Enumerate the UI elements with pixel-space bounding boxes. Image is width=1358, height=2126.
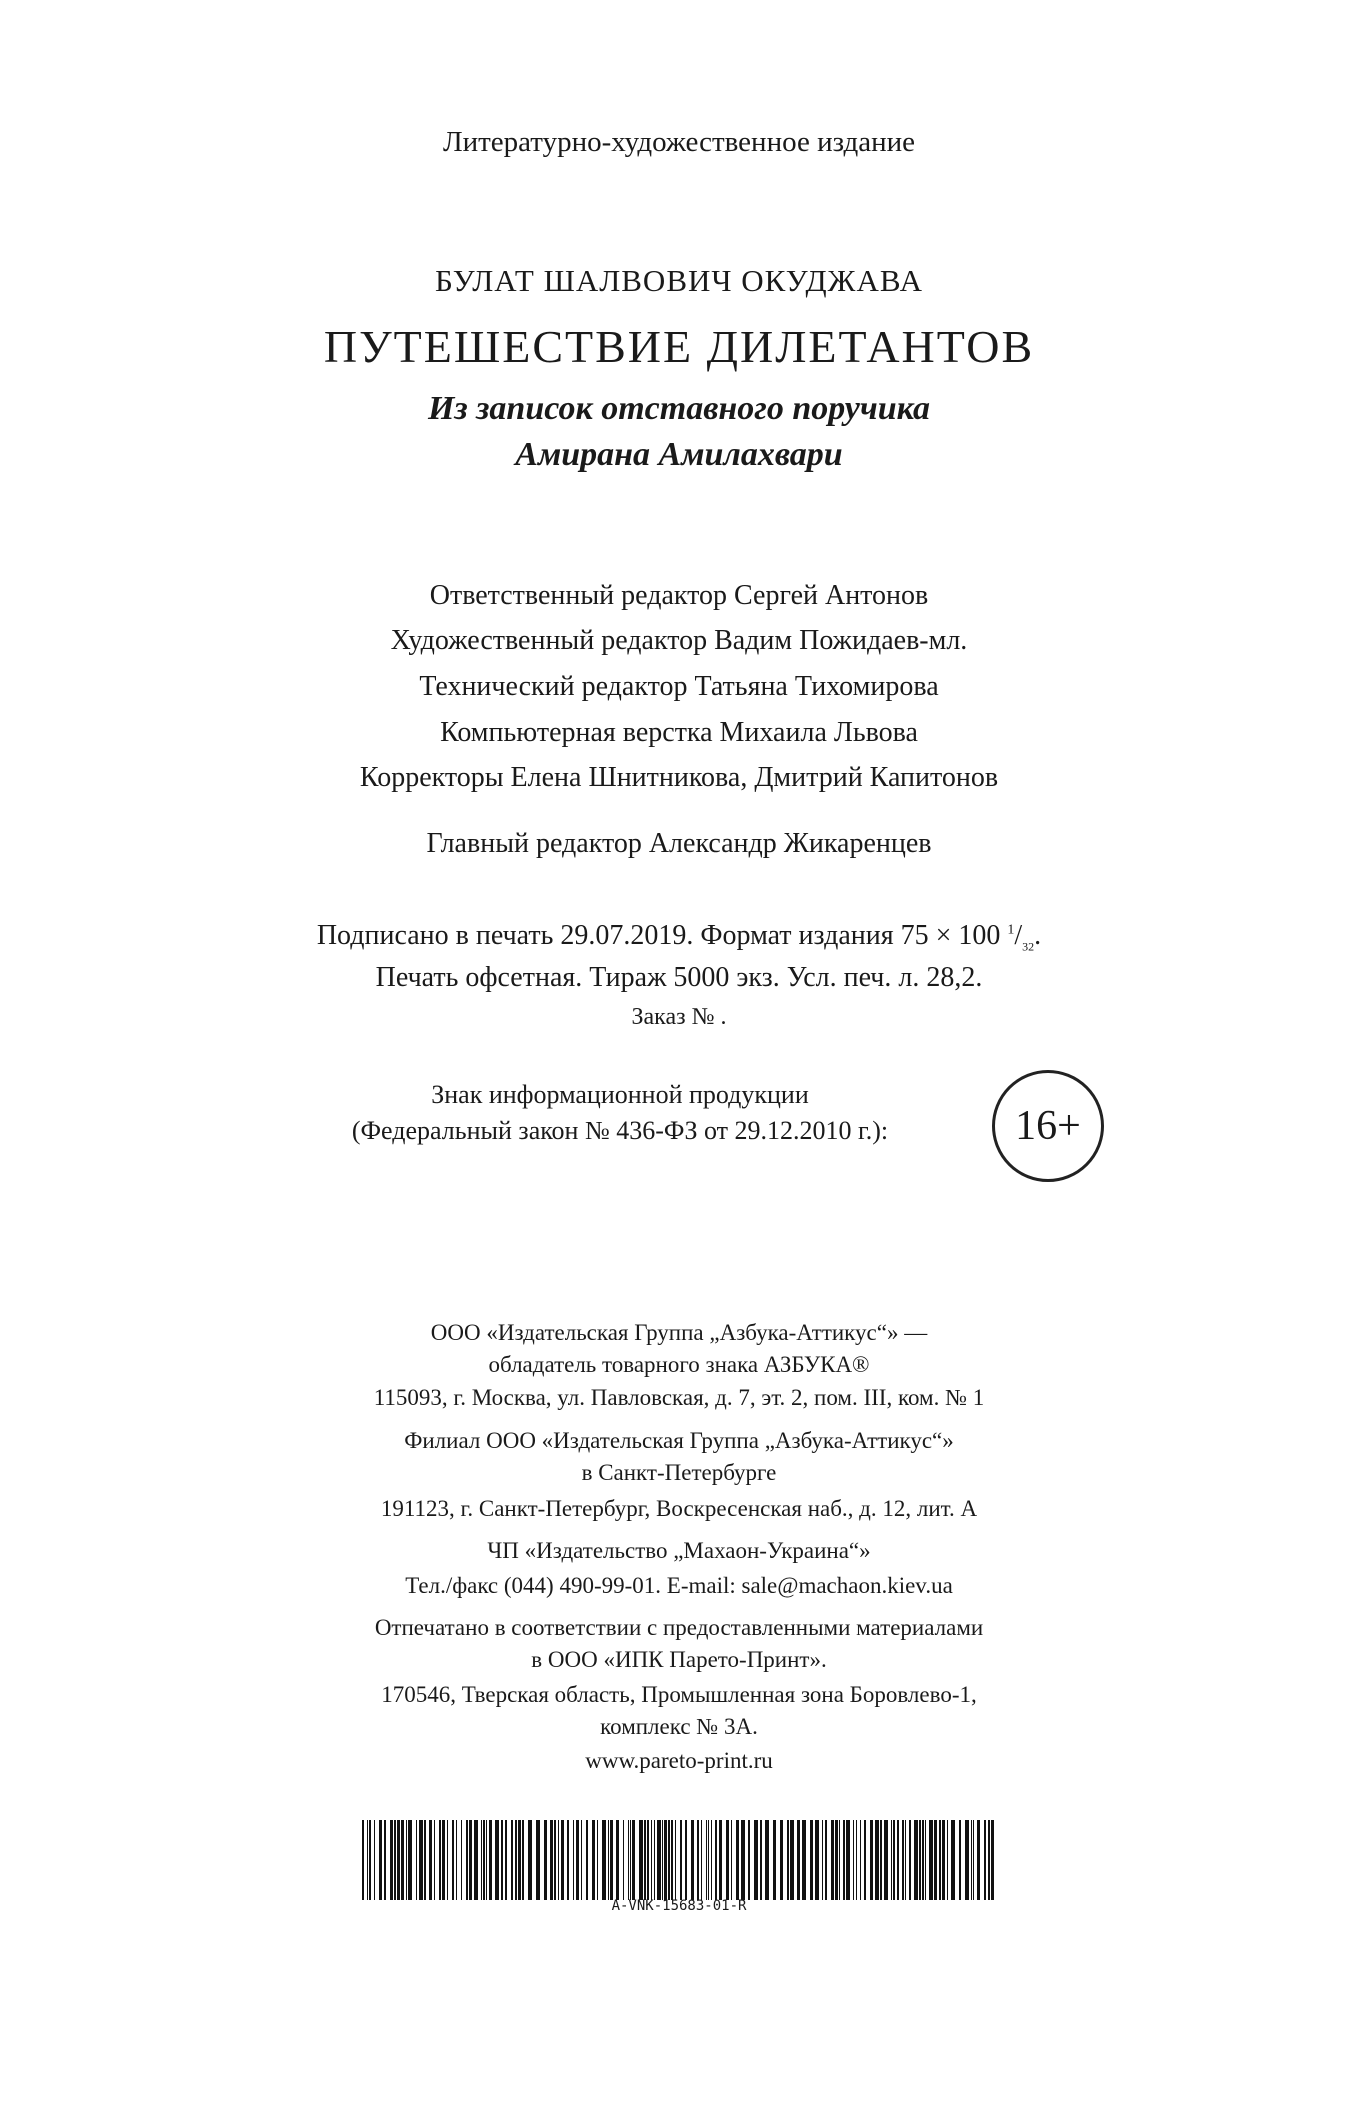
barcode-bar [664,1820,667,1900]
barcode-bar [731,1820,732,1900]
barcode-bar [362,1820,364,1900]
barcode-bar [397,1820,400,1900]
barcode-bar [934,1820,937,1900]
publisher-line: Тел./факс (044) 490-99-01. E-mail: sale@machaon.kiev.ua [405,1573,953,1598]
barcode-bar [942,1820,945,1900]
publisher-line: в Санкт-Петербурге [581,1460,777,1485]
barcode-bar [632,1820,635,1900]
barcode-bar [567,1820,569,1900]
barcode-bar [773,1820,776,1900]
barcode-bar [544,1820,547,1900]
barcode-bar [884,1820,888,1900]
barcode-bar [511,1820,513,1900]
barcode-bar [856,1820,857,1900]
barcode-bar [474,1820,478,1900]
credit-line: Корректоры Елена Шнитникова, Дмитрий Капитонов [359,762,999,793]
author-name: БУЛАТ ШАЛВОВИЧ ОКУДЖАВА [435,263,923,298]
barcode-bar [902,1820,904,1900]
publisher-line: ЧП «Издательство „Махаон-Украина“» [487,1538,871,1563]
barcode-bar [748,1820,750,1900]
order-number-line: Заказ № . [631,1004,727,1030]
barcode-bar [461,1820,462,1900]
barcode-bar [390,1820,393,1900]
barcode-bar [644,1820,646,1900]
barcode-bar [780,1820,783,1900]
barcode-bar [597,1820,598,1900]
barcode-bar [657,1820,661,1900]
barcode-bar [628,1820,629,1900]
barcode-bar [971,1820,972,1900]
barcode-bar [697,1820,699,1900]
barcode-bar [495,1820,499,1900]
credit-line: Ответственный редактор Сергей Антонов [429,580,929,611]
print-signed-text: Подписано в печать 29.07.2019. Формат издания 75 × 100 [316,920,1008,951]
barcode-bar [905,1820,906,1900]
barcode-bar [394,1820,396,1900]
barcode-bar [452,1820,454,1900]
barcode-bar [483,1820,485,1900]
barcode-bar [592,1820,595,1900]
barcode-bar [880,1820,882,1900]
barcode-bar [765,1820,769,1900]
barcode-bar [839,1820,840,1900]
barcode-bar [654,1820,655,1900]
barcode-bar [369,1820,371,1900]
barcode-bar [939,1820,941,1900]
book-title: ПУТЕШЕСТВИЕ ДИЛЕТАНТОВ [323,321,1035,372]
barcode-bar [651,1820,652,1900]
barcode-bar [706,1820,707,1900]
barcode-bar [701,1820,702,1900]
barcode-bar [558,1820,559,1900]
barcode-bar [406,1820,407,1900]
barcode-bar [616,1820,619,1900]
barcode-bar [481,1820,482,1900]
subtitle-line: Из записок отставного поручика [427,390,931,427]
barcode-bar [528,1820,532,1900]
barcode-bar [501,1820,503,1900]
publisher-line: обладатель товарного знака АЗБУКА® [488,1352,870,1377]
barcode-bar [691,1820,694,1900]
barcode-bar [429,1820,432,1900]
barcode-bar [787,1820,789,1900]
printer-line: Отпечатано в соответствии с предоставленными материалами [374,1615,984,1640]
printer-line: комплекс № 3А. [600,1714,758,1739]
barcode-bar [466,1820,468,1900]
barcode-bar [623,1820,624,1900]
barcode-bar [815,1820,819,1900]
barcode-bar [602,1820,606,1900]
barcode-bar [988,1820,990,1900]
barcode-bar [719,1820,722,1900]
print-info-end: . [1034,920,1042,951]
subtitle-line: Амирана Амилахвари [515,436,843,473]
barcode-bar [675,1820,676,1900]
barcode-bar [489,1820,492,1900]
publisher-line: 191123, г. Санкт-Петербург, Воскресенская наб., д. 12, лит. А [380,1496,978,1521]
barcode-bar [977,1820,980,1900]
barcode-bar [384,1820,386,1900]
barcode-bar [843,1820,845,1900]
barcode-bar [680,1820,682,1900]
barcode-bar [810,1820,813,1900]
barcode-bar [919,1820,921,1900]
barcode-bar [929,1820,933,1900]
barcode-bar [909,1820,911,1900]
barcode-bar [914,1820,918,1900]
barcode-bar [790,1820,794,1900]
barcode-bar [897,1820,899,1900]
barcode-bar [573,1820,574,1900]
barcode-bar [922,1820,924,1900]
barcode-bar [668,1820,670,1900]
barcode-bar [639,1820,643,1900]
barcode-bar [515,1820,517,1900]
barcode-bar [875,1820,879,1900]
barcode-caption: A-VNK-15683-01-R [611,1898,747,1914]
printer-website: www.pareto-print.ru [585,1748,773,1773]
info-sign-law: (Федеральный закон № 436-ФЗ от 29.12.2010 г.): [351,1116,889,1145]
barcode-bar [367,1820,368,1900]
credit-line: Компьютерная верстка Михаила Львова [440,717,918,748]
credit-line: Технический редактор Татьяна Тихомирова [419,671,939,702]
barcode-bar [831,1820,834,1900]
barcode-bar [610,1820,613,1900]
barcode-bar [991,1820,994,1900]
barcode-bar [959,1820,961,1900]
format-fraction-numerator: 1 [1007,922,1015,938]
barcode-bar [685,1820,687,1900]
barcode-bar [447,1820,448,1900]
barcode-bar [947,1820,948,1900]
barcode-bar [630,1820,631,1900]
barcode-bar [608,1820,609,1900]
publisher-line: Филиал ООО «Издательская Группа „Азбука-Аттикус“» [404,1428,954,1453]
barcode-bar [846,1820,850,1900]
print-run-line: Печать офсетная. Тираж 5000 экз. Усл. печ. л. 28,2. [375,962,983,993]
barcode-bar [671,1820,673,1900]
barcode-bar [442,1820,445,1900]
format-fraction-denominator: 32 [1022,939,1035,954]
publisher-line: ООО «Издательская Группа „Азбука-Аттикус“» — [430,1320,928,1345]
barcode-bar [891,1820,892,1900]
barcode-bar [870,1820,873,1900]
barcode-bar [711,1820,712,1900]
barcode-bar [522,1820,524,1900]
barcode-bar [893,1820,895,1900]
barcode-bar [536,1820,540,1900]
barcode-bar [424,1820,426,1900]
edition-type: Литературно-художественное издание [442,126,916,158]
publisher-line: 115093, г. Москва, ул. Павловская, д. 7, эт. 2, пом. III, ком. № 1 [373,1385,985,1410]
barcode-bar [951,1820,955,1900]
barcode-bar [760,1820,762,1900]
barcode-bar [984,1820,986,1900]
barcode-bar [581,1820,582,1900]
barcode-bar [434,1820,435,1900]
barcode-bar [715,1820,717,1900]
barcode-bar [518,1820,521,1900]
barcode-bar [401,1820,404,1900]
barcode-bar [561,1820,564,1900]
barcode-bar [416,1820,417,1900]
print-info-line: Подписано в печать 29.07.2019. Формат издания 75 × 100 $^1/_{32}$. [316,920,1042,954]
barcode-bar [586,1820,588,1900]
info-sign-label: Знак информационной продукции [431,1080,809,1109]
printer-line: 170546, Тверская область, Промышленная зона Боровлево-1, [381,1682,977,1707]
barcode-bar [802,1820,806,1900]
barcode-bar [860,1820,861,1900]
barcode-bar [419,1820,423,1900]
chief-editor-line: Главный редактор Александр Жикаренцев [426,828,932,859]
barcode-bar [379,1820,382,1900]
barcode-bar [864,1820,866,1900]
barcode-bar [662,1820,663,1900]
barcode-bar [754,1820,758,1900]
barcode-bar [973,1820,974,1900]
barcode-bar [554,1820,556,1900]
barcode-bar [374,1820,375,1900]
barcode-bar [822,1820,823,1900]
barcode-bar [486,1820,487,1900]
barcode [362,1820,994,1900]
barcode-bar [647,1820,649,1900]
barcode-bar [726,1820,729,1900]
barcode-bar [853,1820,854,1900]
barcode-bar [439,1820,441,1900]
barcode-bar [505,1820,507,1900]
credit-line: Художественный редактор Вадим Пожидаев-мл. [390,625,968,656]
barcode-bar [965,1820,969,1900]
barcode-bar [469,1820,472,1900]
barcode-bar [736,1820,739,1900]
age-rating-badge: 16+ [992,1070,1104,1182]
barcode-bar [925,1820,926,1900]
barcode-bar [797,1820,800,1900]
barcode-bar [550,1820,553,1900]
barcode-bar [708,1820,709,1900]
barcode-bar [456,1820,457,1900]
barcode-bar [835,1820,838,1900]
barcode-bar [741,1820,745,1900]
barcode-bar [576,1820,579,1900]
barcode-bar [408,1820,412,1900]
printer-line: в ООО «ИПК Парето-Принт». [531,1647,827,1672]
barcode-bar [825,1820,827,1900]
